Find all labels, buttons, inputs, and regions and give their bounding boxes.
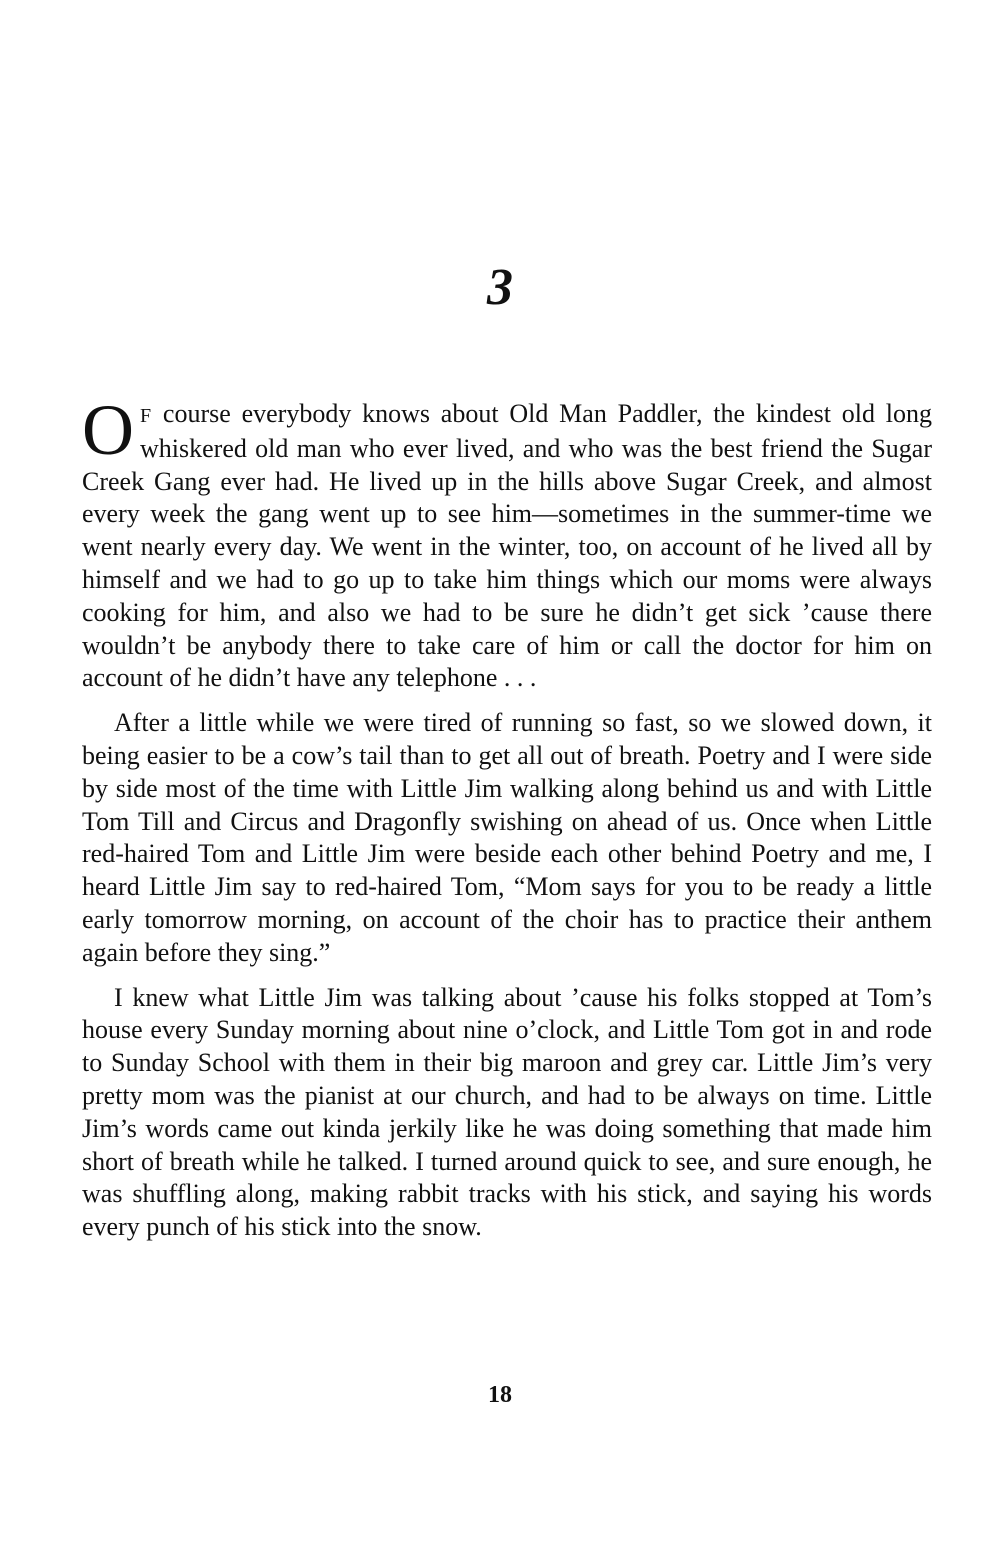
- paragraph-3: I knew what Little Jim was talking about ’cause his folks stopped at Tom’s house every Sunday morning about nine o’clock, and Little Tom got in and rode to Sunday School with them in their big maroon and grey car. Little Jim’s very pretty mom was the pianist at our church, and had to be always on time. Little Jim’s words came out kinda jerkily like he was doing something that made him short of breath while he talked. I turned around quick to see, and sure enough, he was shuffling along, making rabbit tracks with his stick, and saying his words every punch of his stick into the snow.: [82, 982, 932, 1242]
- paragraph-2: After a little while we were tired of running so fast, so we slowed down, it being easier to be a cow’s tail than to get all out of breath. Poetry and I were side by side most of the time with Little Jim walking along behind us and with Little Tom Till and Circus and Dragonfly swishing on ahead of us. Once when Little red-haired Tom and Little Jim were beside each other behind Poetry and me, I heard Little Jim say to red-haired Tom, “Mom says for you to be ready a little early tomorrow morning, on account of the choir has to practice their anthem again before they sing.”: [82, 708, 932, 967]
- small-caps-lead: F: [140, 405, 153, 427]
- page-number: 18: [488, 1382, 512, 1408]
- paragraph-1-text: course everybody knows about Old Man Paddler, the kindest old long whiskered old man who ever lived, and who was the best friend the Sugar Creek Gang ever had. He lived up in the hills above Sugar Creek, and almost every week the gang went up to see him—sometimes in the summer-time we went nearly every day. We went in the winter, too, on account of he lived all by himself and we had to go up to take him things which our moms were always cooking for him, and also we had to be sure he didn’t get sick ’cause there wouldn’t be anybody there to take care of him or call the doctor for him on account of he didn’t have any telephone . . .: [82, 399, 932, 693]
- paragraph-1: [82, 390, 932, 695]
- chapter-number: 3: [487, 259, 513, 316]
- body-text: [82, 390, 932, 1244]
- drop-cap: O: [82, 390, 134, 470]
